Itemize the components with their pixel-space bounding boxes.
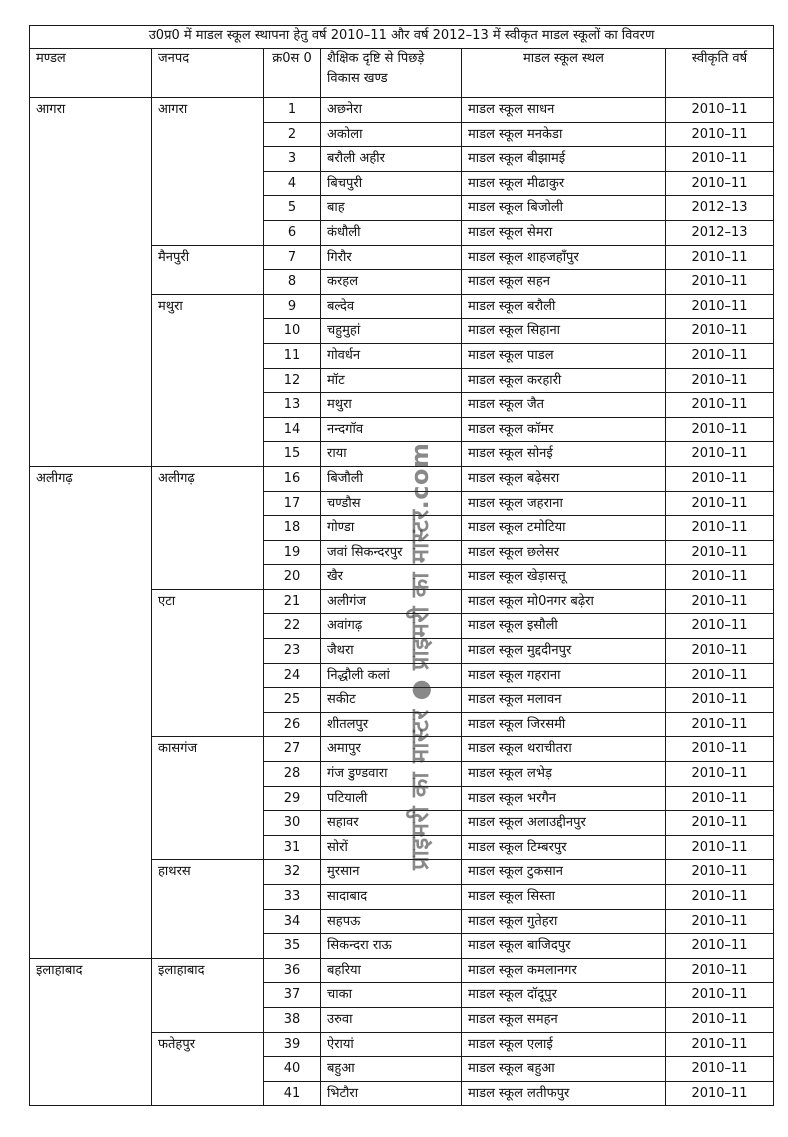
header-janpad: जनपद bbox=[152, 49, 264, 98]
serial-cell: 5 bbox=[264, 196, 321, 221]
year-cell: 2010–11 bbox=[666, 343, 774, 368]
serial-cell: 40 bbox=[264, 1057, 321, 1082]
serial-cell: 27 bbox=[264, 737, 321, 762]
site-cell: माडल स्कूल सेमरा bbox=[462, 220, 666, 245]
block-cell: बल्देव bbox=[321, 294, 462, 319]
block-cell: गोवर्धन bbox=[321, 343, 462, 368]
block-cell: गोण्डा bbox=[321, 516, 462, 541]
year-cell: 2010–11 bbox=[666, 614, 774, 639]
block-cell: गंज डुण्डवारा bbox=[321, 762, 462, 787]
site-cell: माडल स्कूल बढ़ेसरा bbox=[462, 466, 666, 491]
serial-cell: 38 bbox=[264, 1007, 321, 1032]
page-title: उ0प्र0 में माडल स्कूल स्थापना हेतु वर्ष 2010–11 और वर्ष 2012–13 में स्वीकृत माडल स्कूलों का विवरण bbox=[30, 26, 774, 49]
block-cell: पटियाली bbox=[321, 786, 462, 811]
serial-cell: 36 bbox=[264, 958, 321, 983]
block-cell: जैथरा bbox=[321, 639, 462, 664]
site-cell: माडल स्कूल जहराना bbox=[462, 491, 666, 516]
site-cell: माडल स्कूल बिजोली bbox=[462, 196, 666, 221]
site-cell: माडल स्कूल खेड़ासत्तू bbox=[462, 565, 666, 590]
block-cell: सकीट bbox=[321, 688, 462, 713]
serial-cell: 31 bbox=[264, 835, 321, 860]
serial-cell: 20 bbox=[264, 565, 321, 590]
block-cell: करहल bbox=[321, 270, 462, 295]
serial-cell: 9 bbox=[264, 294, 321, 319]
site-cell: माडल स्कूल सहन bbox=[462, 270, 666, 295]
serial-cell: 15 bbox=[264, 442, 321, 467]
block-cell: सिकन्दरा राऊ bbox=[321, 934, 462, 959]
serial-cell: 32 bbox=[264, 860, 321, 885]
block-cell: जवां सिकन्दरपुर bbox=[321, 540, 462, 565]
serial-cell: 37 bbox=[264, 983, 321, 1008]
site-cell: माडल स्कूल करहारी bbox=[462, 368, 666, 393]
block-cell: चण्डौस bbox=[321, 491, 462, 516]
block-cell: खैर bbox=[321, 565, 462, 590]
district-cell: इलाहाबाद bbox=[152, 958, 264, 1032]
serial-cell: 25 bbox=[264, 688, 321, 713]
district-cell: फतेहपुर bbox=[152, 1032, 264, 1106]
header-block: शैक्षिक दृष्टि से पिछड़े विकास खण्ड bbox=[321, 49, 462, 98]
block-cell: मुरसान bbox=[321, 860, 462, 885]
block-cell: बहुआ bbox=[321, 1057, 462, 1082]
year-cell: 2010–11 bbox=[666, 368, 774, 393]
year-cell: 2010–11 bbox=[666, 270, 774, 295]
serial-cell: 1 bbox=[264, 98, 321, 123]
serial-cell: 18 bbox=[264, 516, 321, 541]
block-cell: ऐरायां bbox=[321, 1032, 462, 1057]
serial-cell: 11 bbox=[264, 343, 321, 368]
serial-cell: 14 bbox=[264, 417, 321, 442]
serial-cell: 34 bbox=[264, 909, 321, 934]
block-cell: निद्धौली कलां bbox=[321, 663, 462, 688]
header-mandal: मण्डल bbox=[30, 49, 152, 98]
site-cell: माडल स्कूल टमोटिया bbox=[462, 516, 666, 541]
year-cell: 2010–11 bbox=[666, 171, 774, 196]
header-site: माडल स्कूल स्थल bbox=[462, 49, 666, 98]
site-cell: माडल स्कूल छलेसर bbox=[462, 540, 666, 565]
mandal-cell: आगरा bbox=[30, 98, 152, 467]
header-serial: क्र0स 0 bbox=[264, 49, 321, 98]
year-cell: 2010–11 bbox=[666, 1081, 774, 1106]
year-cell: 2010–11 bbox=[666, 417, 774, 442]
serial-cell: 28 bbox=[264, 762, 321, 787]
serial-cell: 30 bbox=[264, 811, 321, 836]
year-cell: 2010–11 bbox=[666, 1032, 774, 1057]
year-cell: 2010–11 bbox=[666, 762, 774, 787]
district-cell: आगरा bbox=[152, 98, 264, 246]
serial-cell: 17 bbox=[264, 491, 321, 516]
site-cell: माडल स्कूल जैत bbox=[462, 393, 666, 418]
site-cell: माडल स्कूल कमलानगर bbox=[462, 958, 666, 983]
year-cell: 2010–11 bbox=[666, 491, 774, 516]
year-cell: 2010–11 bbox=[666, 589, 774, 614]
site-cell: माडल स्कूल साधन bbox=[462, 98, 666, 123]
block-cell: अकोला bbox=[321, 122, 462, 147]
site-cell: माडल स्कूल मीढाकुर bbox=[462, 171, 666, 196]
year-cell: 2010–11 bbox=[666, 319, 774, 344]
block-cell: बहरिया bbox=[321, 958, 462, 983]
site-cell: माडल स्कूल मनकेडा bbox=[462, 122, 666, 147]
site-cell: माडल स्कूल एलाई bbox=[462, 1032, 666, 1057]
serial-cell: 13 bbox=[264, 393, 321, 418]
block-cell: चाका bbox=[321, 983, 462, 1008]
site-cell: माडल स्कूल पाडल bbox=[462, 343, 666, 368]
serial-cell: 23 bbox=[264, 639, 321, 664]
serial-cell: 7 bbox=[264, 245, 321, 270]
year-cell: 2010–11 bbox=[666, 540, 774, 565]
year-cell: 2010–11 bbox=[666, 811, 774, 836]
year-cell: 2010–11 bbox=[666, 98, 774, 123]
block-cell: सहपऊ bbox=[321, 909, 462, 934]
district-cell: कासगंज bbox=[152, 737, 264, 860]
serial-cell: 2 bbox=[264, 122, 321, 147]
year-cell: 2010–11 bbox=[666, 835, 774, 860]
district-cell: मैनपुरी bbox=[152, 245, 264, 294]
site-cell: माडल स्कूल टुकसान bbox=[462, 860, 666, 885]
year-cell: 2010–11 bbox=[666, 147, 774, 172]
block-cell: बिजौली bbox=[321, 466, 462, 491]
site-cell: माडल स्कूल लतीफपुर bbox=[462, 1081, 666, 1106]
site-cell: माडल स्कूल बाजिदपुर bbox=[462, 934, 666, 959]
model-school-table bbox=[29, 25, 774, 1106]
table-row bbox=[30, 98, 774, 123]
serial-cell: 35 bbox=[264, 934, 321, 959]
serial-cell: 22 bbox=[264, 614, 321, 639]
year-cell: 2012–13 bbox=[666, 196, 774, 221]
site-cell: माडल स्कूल बरौली bbox=[462, 294, 666, 319]
block-cell: अछनेरा bbox=[321, 98, 462, 123]
year-cell: 2010–11 bbox=[666, 983, 774, 1008]
block-cell: सोरों bbox=[321, 835, 462, 860]
year-cell: 2010–11 bbox=[666, 565, 774, 590]
year-cell: 2010–11 bbox=[666, 393, 774, 418]
header-row bbox=[30, 49, 774, 98]
watermark-text: प्राइमरी का मास्टर ● प्राइमरी का मास्टर.com bbox=[406, 442, 434, 870]
serial-cell: 12 bbox=[264, 368, 321, 393]
district-cell: हाथरस bbox=[152, 860, 264, 958]
year-cell: 2010–11 bbox=[666, 442, 774, 467]
block-cell: गिरौर bbox=[321, 245, 462, 270]
block-cell: बिचपुरी bbox=[321, 171, 462, 196]
serial-cell: 29 bbox=[264, 786, 321, 811]
serial-cell: 24 bbox=[264, 663, 321, 688]
site-cell: माडल स्कूल लभेड़ bbox=[462, 762, 666, 787]
serial-cell: 39 bbox=[264, 1032, 321, 1057]
site-cell: माडल स्कूल टिम्बरपुर bbox=[462, 835, 666, 860]
site-cell: माडल स्कूल मो0नगर बढ़ेरा bbox=[462, 589, 666, 614]
year-cell: 2010–11 bbox=[666, 1057, 774, 1082]
site-cell: माडल स्कूल गुतेहरा bbox=[462, 909, 666, 934]
mandal-cell: अलीगढ़ bbox=[30, 466, 152, 958]
year-cell: 2010–11 bbox=[666, 245, 774, 270]
serial-cell: 19 bbox=[264, 540, 321, 565]
site-cell: माडल स्कूल मुद्ददीनपुर bbox=[462, 639, 666, 664]
table-body bbox=[30, 98, 774, 1106]
serial-cell: 41 bbox=[264, 1081, 321, 1106]
block-cell: बाह bbox=[321, 196, 462, 221]
site-cell: माडल स्कूल जिरसमी bbox=[462, 712, 666, 737]
serial-cell: 26 bbox=[264, 712, 321, 737]
year-cell: 2010–11 bbox=[666, 909, 774, 934]
year-cell: 2010–11 bbox=[666, 860, 774, 885]
site-cell: माडल स्कूल सिहाना bbox=[462, 319, 666, 344]
site-cell: माडल स्कूल मलावन bbox=[462, 688, 666, 713]
site-cell: माडल स्कूल सोनई bbox=[462, 442, 666, 467]
year-cell: 2010–11 bbox=[666, 663, 774, 688]
serial-cell: 33 bbox=[264, 885, 321, 910]
year-cell: 2010–11 bbox=[666, 1007, 774, 1032]
serial-cell: 21 bbox=[264, 589, 321, 614]
site-cell: माडल स्कूल अलाउद्दीनपुर bbox=[462, 811, 666, 836]
block-cell: उरुवा bbox=[321, 1007, 462, 1032]
block-cell: अलीगंज bbox=[321, 589, 462, 614]
block-cell: अमापुर bbox=[321, 737, 462, 762]
site-cell: माडल स्कूल दॉदूपुर bbox=[462, 983, 666, 1008]
block-cell: नन्दगॉव bbox=[321, 417, 462, 442]
site-cell: माडल स्कूल गहराना bbox=[462, 663, 666, 688]
block-cell: सहावर bbox=[321, 811, 462, 836]
table-row bbox=[30, 958, 774, 983]
serial-cell: 4 bbox=[264, 171, 321, 196]
year-cell: 2010–11 bbox=[666, 466, 774, 491]
year-cell: 2010–11 bbox=[666, 688, 774, 713]
year-cell: 2010–11 bbox=[666, 294, 774, 319]
block-cell: मॉट bbox=[321, 368, 462, 393]
year-cell: 2010–11 bbox=[666, 958, 774, 983]
block-cell: भिटौरा bbox=[321, 1081, 462, 1106]
year-cell: 2010–11 bbox=[666, 934, 774, 959]
site-cell: माडल स्कूल इसौली bbox=[462, 614, 666, 639]
serial-cell: 6 bbox=[264, 220, 321, 245]
block-cell: शीतलपुर bbox=[321, 712, 462, 737]
block-cell: चहुमुहां bbox=[321, 319, 462, 344]
district-cell: मथुरा bbox=[152, 294, 264, 466]
block-cell: मथुरा bbox=[321, 393, 462, 418]
block-cell: बरौली अहीर bbox=[321, 147, 462, 172]
site-cell: माडल स्कूल सिस्ता bbox=[462, 885, 666, 910]
year-cell: 2010–11 bbox=[666, 885, 774, 910]
mandal-cell: इलाहाबाद bbox=[30, 958, 152, 1106]
serial-cell: 3 bbox=[264, 147, 321, 172]
serial-cell: 10 bbox=[264, 319, 321, 344]
year-cell: 2010–11 bbox=[666, 639, 774, 664]
site-cell: माडल स्कूल समहन bbox=[462, 1007, 666, 1032]
year-cell: 2010–11 bbox=[666, 737, 774, 762]
site-cell: माडल स्कूल थराचीतरा bbox=[462, 737, 666, 762]
year-cell: 2010–11 bbox=[666, 516, 774, 541]
year-cell: 2010–11 bbox=[666, 712, 774, 737]
block-cell: कंधौली bbox=[321, 220, 462, 245]
serial-cell: 8 bbox=[264, 270, 321, 295]
serial-cell: 16 bbox=[264, 466, 321, 491]
site-cell: माडल स्कूल कॉमर bbox=[462, 417, 666, 442]
site-cell: माडल स्कूल बीझामई bbox=[462, 147, 666, 172]
site-cell: माडल स्कूल भरगैन bbox=[462, 786, 666, 811]
block-cell: अवांगढ़ bbox=[321, 614, 462, 639]
district-cell: एटा bbox=[152, 589, 264, 737]
year-cell: 2012–13 bbox=[666, 220, 774, 245]
site-cell: माडल स्कूल बहुआ bbox=[462, 1057, 666, 1082]
block-cell: सादाबाद bbox=[321, 885, 462, 910]
district-cell: अलीगढ़ bbox=[152, 466, 264, 589]
table-row bbox=[30, 466, 774, 491]
header-year: स्वीकृति वर्ष bbox=[666, 49, 774, 98]
site-cell: माडल स्कूल शाहजहाँपुर bbox=[462, 245, 666, 270]
block-cell: राया bbox=[321, 442, 462, 467]
year-cell: 2010–11 bbox=[666, 786, 774, 811]
year-cell: 2010–11 bbox=[666, 122, 774, 147]
